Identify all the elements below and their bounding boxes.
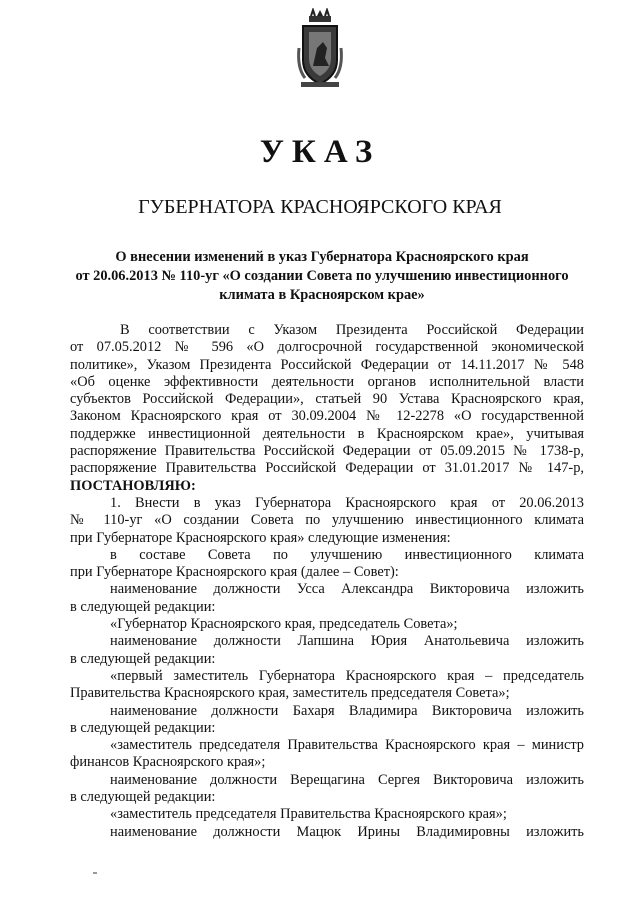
body-line: при Губернаторе Красноярского края» следующие изменения: — [70, 529, 451, 546]
heading-line: климата в Красноярском крае» — [219, 287, 425, 303]
coat-of-arms-icon — [295, 8, 345, 90]
page-title: УКАЗ — [259, 134, 381, 170]
body-line: поддержке инвестиционной деятельности в Красноярском крае», учитывая — [70, 425, 584, 442]
body-line: распоряжение Правительства Российской Федерации от 31.01.2017 № 147-р, — [70, 460, 584, 477]
body-line: наименование должности Бахаря Владимира Викторовича изложить — [110, 702, 584, 719]
body-line: субъектов Российской Федерации», статьей 90 Устава Красноярского края, — [70, 391, 584, 408]
body-line: в составе Совета по улучшению инвестиционного климата — [110, 546, 584, 563]
body-line: наименование должности Лапшина Юрия Анатольевича изложить — [110, 633, 584, 650]
document-heading — [60, 248, 584, 305]
heading-line: от 20.06.2013 № 110-уг «О создании Совета по улучшению инвестиционного — [75, 268, 569, 284]
document-body — [70, 322, 584, 841]
body-line: при Губернаторе Красноярского края (далее – Совет): — [70, 564, 399, 581]
body-line: наименование должности Усса Александра Викторовича изложить — [110, 581, 584, 598]
body-line: финансов Красноярского края»; — [70, 754, 266, 771]
body-line: «первый заместитель Губернатора Красноярского края – председатель — [110, 667, 584, 684]
body-line: «заместитель председателя Правительства Красноярского края – министр — [110, 737, 584, 754]
body-line: в следующей редакции: — [70, 598, 216, 615]
body-line: наименование должности Верещагина Сергея Викторовича изложить — [110, 771, 584, 788]
body-line: в следующей редакции: — [70, 650, 216, 667]
body-line: от 07.05.2012 № 596 «О долгосрочной государственной экономической — [70, 339, 584, 356]
body-line: «Об оценке эффективности деятельности органов исполнительной власти — [70, 373, 584, 390]
decree-word: ПОСТАНОВЛЯЮ: — [70, 477, 196, 494]
body-line: наименование должности Мацюк Ирины Владимировны изложить — [110, 823, 584, 840]
body-line: распоряжение Правительства Российской Федерации от 05.09.2015 № 1738-р, — [70, 443, 584, 460]
body-line: политике», Указом Президента Российской Федерации от 14.11.2017 № 548 — [70, 356, 584, 373]
body-line: Правительства Красноярского края, заместитель председателя Совета»; — [70, 685, 510, 702]
heading-line: О внесении изменений в указ Губернатора Красноярского края — [115, 249, 529, 265]
body-line: в следующей редакции: — [70, 719, 216, 736]
body-line: «Губернатор Красноярского края, председатель Совета»; — [110, 616, 458, 633]
body-line: «заместитель председателя Правительства Красноярского края»; — [110, 806, 507, 823]
body-line: № 110-уг «О создании Совета по улучшению инвестиционного климата — [70, 512, 584, 529]
body-line: В соответствии с Указом Президента Российской Федерации — [120, 322, 584, 338]
issuer-title: ГУБЕРНАТОРА КРАСНОЯРСКОГО КРАЯ — [138, 196, 502, 218]
body-line: в следующей редакции: — [70, 789, 216, 806]
body-line: 1. Внести в указ Губернатора Красноярского края от 20.06.2013 — [110, 494, 584, 511]
body-line: Законом Красноярского края от 30.09.2004 № 12-2278 «О государственной — [70, 408, 584, 425]
scan-mark — [93, 872, 97, 874]
